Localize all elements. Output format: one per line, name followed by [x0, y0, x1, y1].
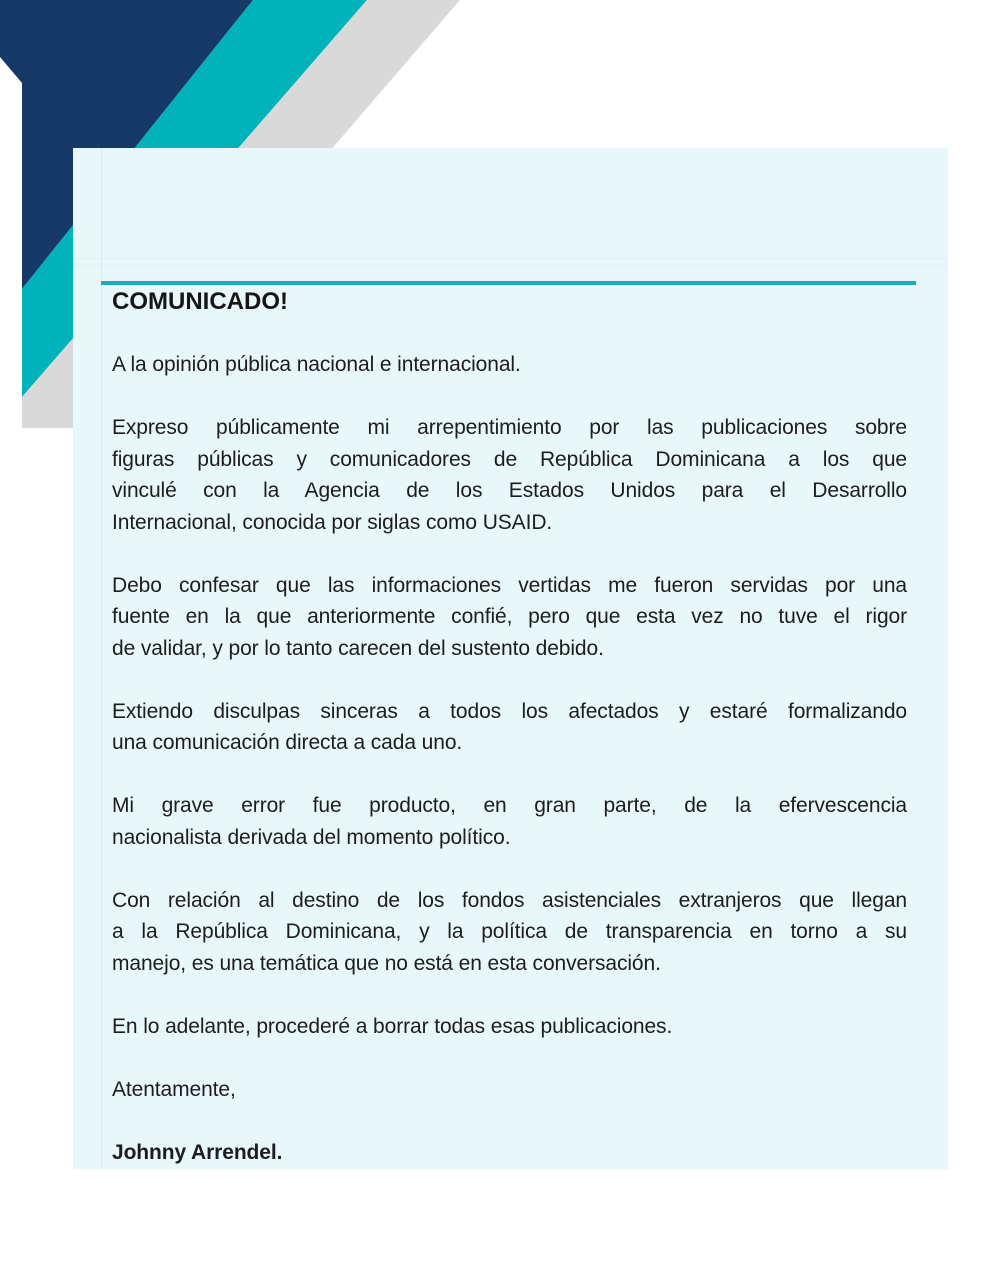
paragraph-line: una comunicación directa a cada uno.	[112, 731, 463, 754]
paragraph-borrar	[112, 1011, 907, 1043]
closing	[112, 1074, 907, 1106]
faint-horizontal-guide	[73, 265, 948, 266]
document-card	[73, 148, 948, 1169]
paragraph-line: Extiendo disculpas sinceras a todos los afectados y estaré formalizando	[112, 699, 907, 723]
paragraph-line: a la República Dominicana, y la política de transparencia en torno a su	[112, 920, 907, 943]
paragraph-line: manejo, es una temática que no está en esta conversación.	[112, 951, 661, 975]
paragraph-line: Con relación al destino de los fondos asistenciales extranjeros que llegan	[112, 888, 907, 912]
letter-body	[112, 286, 907, 1168]
paragraph-fondos	[112, 885, 907, 980]
paragraph-line: Expreso públicamente mi arrepentimiento por las publicaciones sobre	[112, 416, 907, 439]
paragraph-line: de validar, y por lo tanto carecen del sustento debido.	[112, 636, 604, 660]
paragraph-line: Internacional, conocida por siglas como USAID.	[112, 510, 553, 534]
paragraph-disculpas	[112, 696, 907, 759]
paragraphs-container	[112, 349, 907, 1168]
document-title: COMUNICADO!	[112, 288, 288, 315]
paragraph-line: Mi grave error fue producto, en gran parte, de la efervescencia	[112, 794, 907, 817]
signature	[112, 1137, 907, 1169]
paragraph-line: Johnny Arrendel.	[112, 1140, 283, 1164]
paragraph-line: Debo confesar que las informaciones vertidas me fueron servidas por una	[112, 573, 907, 597]
paragraph-line: figuras públicas y comunicadores de República Dominicana a los que	[112, 447, 907, 471]
paragraph-line: Atentamente,	[112, 1077, 236, 1101]
paragraph-line: fuente en la que anteriormente confié, pero que esta vez no tuve el rigor	[112, 605, 907, 628]
salutation	[112, 349, 907, 381]
faint-vertical-guide	[101, 148, 102, 1169]
faint-horizontal-guide	[73, 258, 948, 259]
title-rule	[101, 281, 916, 285]
paragraph-line: nacionalista derivada del momento político.	[112, 825, 511, 849]
paragraph-arrepentimiento	[112, 412, 907, 538]
paragraph-line: A la opinión pública nacional e internacional.	[112, 353, 521, 376]
paragraph-line: En lo adelante, procederé a borrar todas esas publicaciones.	[112, 1014, 673, 1038]
paragraph-error	[112, 790, 907, 853]
paragraph-line: vinculé con la Agencia de los Estados Unidos para el Desarrollo	[112, 479, 907, 502]
paragraph-confesion	[112, 570, 907, 665]
